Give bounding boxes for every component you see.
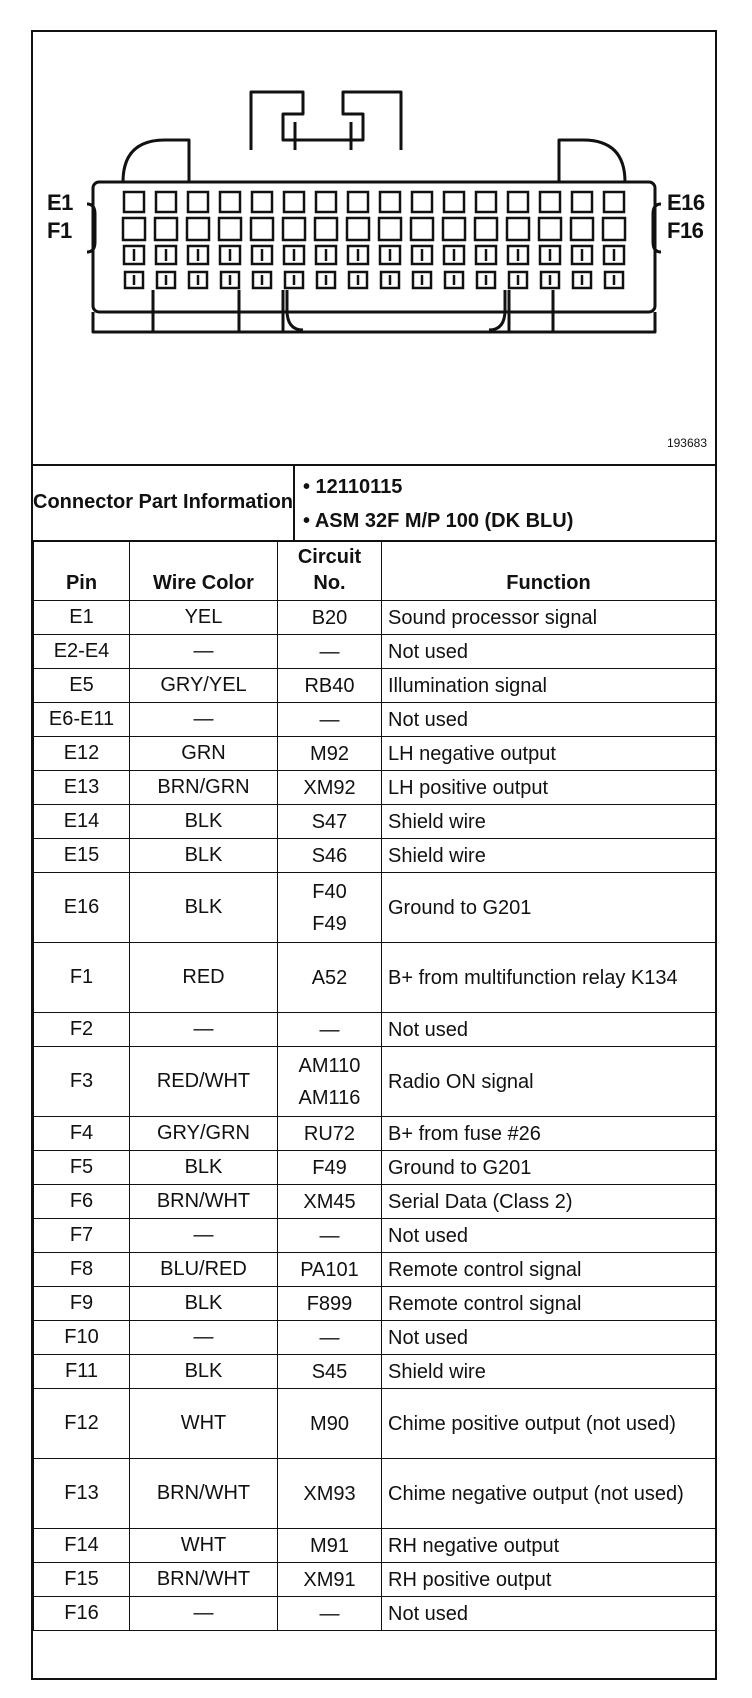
pin-cell: E2-E4 — [34, 635, 130, 669]
pin-cell: E12 — [34, 737, 130, 771]
function-cell: Chime positive output (not used) — [382, 1389, 716, 1459]
pin-cell: F9 — [34, 1287, 130, 1321]
circuit-cell — [278, 1117, 382, 1151]
part-description: • ASM 32F M/P 100 (DK BLU) — [303, 510, 574, 532]
wire-color-cell: WHT — [130, 1529, 278, 1563]
circuit-cell — [278, 1597, 382, 1631]
pin-f — [603, 218, 625, 240]
circuit-number: RB40 — [304, 674, 355, 697]
connector-drawing — [33, 32, 715, 464]
pin-label-e1: E1 — [47, 190, 73, 215]
table-row — [34, 1253, 716, 1287]
pin-f — [219, 218, 241, 240]
header-circuit-no: Circuit No. — [278, 541, 382, 601]
pin-e — [508, 192, 528, 212]
header-pin: Pin — [34, 541, 130, 601]
table-row — [34, 1219, 716, 1253]
function-cell: Ground to G201 — [382, 1151, 716, 1185]
circuit-cell — [278, 1151, 382, 1185]
connector-part-label: Connector Part Information — [33, 464, 295, 540]
pin-e — [348, 192, 368, 212]
pin-e — [284, 192, 304, 212]
circuit-number: XM93 — [303, 1482, 356, 1505]
pin-e — [188, 192, 208, 212]
pin-cell: E6-E11 — [34, 703, 130, 737]
table-row — [34, 737, 716, 771]
function-cell: Shield wire — [382, 805, 716, 839]
wire-color-cell: RED — [130, 943, 278, 1013]
circuit-number: B20 — [311, 606, 348, 629]
table-row — [34, 703, 716, 737]
pin-cell: E13 — [34, 771, 130, 805]
connector-part-values — [303, 470, 573, 538]
table-row — [34, 1287, 716, 1321]
wire-color-cell: BRN/GRN — [130, 771, 278, 805]
table-row — [34, 635, 716, 669]
function-cell: Remote control signal — [382, 1287, 716, 1321]
circuit-cell — [278, 703, 382, 737]
circuit-cell — [278, 1013, 382, 1047]
table-row — [34, 601, 716, 635]
wire-color-cell: BRN/WHT — [130, 1185, 278, 1219]
wire-color-cell: BRN/WHT — [130, 1563, 278, 1597]
header-function: Function — [382, 541, 716, 601]
circuit-number: — — [319, 1602, 340, 1625]
wire-color-cell: — — [130, 1597, 278, 1631]
function-cell: Radio ON signal — [382, 1047, 716, 1117]
figure-id-number: 193683 — [666, 436, 707, 450]
circuit-number: — — [319, 640, 340, 663]
pin-f — [571, 218, 593, 240]
wire-color-cell: BLU/RED — [130, 1253, 278, 1287]
circuit-cell — [278, 1389, 382, 1459]
pin-f — [539, 218, 561, 240]
wire-color-cell: — — [130, 703, 278, 737]
circuit-number: XM45 — [303, 1190, 356, 1213]
pin-e — [252, 192, 272, 212]
pin-f — [475, 218, 497, 240]
table-row — [34, 1013, 716, 1047]
table-row — [34, 873, 716, 943]
table-row — [34, 1185, 716, 1219]
wire-color-cell: BLK — [130, 805, 278, 839]
header-wire-color: Wire Color — [130, 541, 278, 601]
pin-cell: F6 — [34, 1185, 130, 1219]
circuit-cell — [278, 1047, 382, 1117]
pin-f — [315, 218, 337, 240]
pin-cell: F13 — [34, 1459, 130, 1529]
pin-rows — [123, 192, 625, 288]
pin-label-f16: F16 — [667, 218, 704, 243]
circuit-cell — [278, 839, 382, 873]
pin-cell: E1 — [34, 601, 130, 635]
pin-e — [476, 192, 496, 212]
pin-label-e16: E16 — [667, 190, 705, 215]
circuit-cell — [278, 1459, 382, 1529]
circuit-number: F899 — [306, 1292, 353, 1315]
circuit-number: M91 — [310, 1534, 349, 1557]
circuit-cell — [278, 737, 382, 771]
circuit-cell — [278, 635, 382, 669]
pin-cell: F11 — [34, 1355, 130, 1389]
pin-f — [251, 218, 273, 240]
circuit-number: S45 — [311, 1360, 348, 1383]
pin-cell: F12 — [34, 1389, 130, 1459]
function-cell: Illumination signal — [382, 669, 716, 703]
wire-color-cell: YEL — [130, 601, 278, 635]
function-cell: B+ from multifunction relay K134 — [382, 943, 716, 1013]
pin-f — [347, 218, 369, 240]
circuit-cell — [278, 1287, 382, 1321]
pinout-rows — [34, 601, 716, 1631]
circuit-number: F40 — [312, 880, 347, 903]
pin-cell: E16 — [34, 873, 130, 943]
part-number: • 12110115 — [303, 476, 403, 498]
function-cell: Not used — [382, 1321, 716, 1355]
pin-label-f1: F1 — [47, 218, 72, 243]
circuit-number: — — [319, 1326, 340, 1349]
pin-cell: F14 — [34, 1529, 130, 1563]
wire-color-cell: — — [130, 1013, 278, 1047]
connector-part-information — [33, 464, 715, 542]
pin-f — [379, 218, 401, 240]
circuit-cell — [278, 1321, 382, 1355]
table-row — [34, 1117, 716, 1151]
table-row — [34, 1047, 716, 1117]
function-cell: Remote control signal — [382, 1253, 716, 1287]
pin-cell: F4 — [34, 1117, 130, 1151]
circuit-cell — [278, 1355, 382, 1389]
circuit-cell — [278, 1219, 382, 1253]
table-row — [34, 1529, 716, 1563]
wire-color-cell: BLK — [130, 839, 278, 873]
circuit-cell — [278, 1529, 382, 1563]
pin-e — [156, 192, 176, 212]
pin-cell: F15 — [34, 1563, 130, 1597]
table-row — [34, 839, 716, 873]
wire-color-cell: GRN — [130, 737, 278, 771]
circuit-number: AM116 — [298, 1086, 361, 1109]
pin-e — [220, 192, 240, 212]
wire-color-cell: — — [130, 1321, 278, 1355]
circuit-number: PA101 — [300, 1258, 359, 1281]
connector-figure — [33, 32, 715, 466]
pin-f — [507, 218, 529, 240]
pin-e — [412, 192, 432, 212]
table-row — [34, 943, 716, 1013]
circuit-cell — [278, 1185, 382, 1219]
pin-f — [443, 218, 465, 240]
circuit-cell — [278, 1253, 382, 1287]
circuit-number: — — [319, 1224, 340, 1247]
circuit-number: S47 — [311, 810, 348, 833]
function-cell: Serial Data (Class 2) — [382, 1185, 716, 1219]
table-row — [34, 1355, 716, 1389]
function-cell: Ground to G201 — [382, 873, 716, 943]
circuit-number: M92 — [310, 742, 349, 765]
pin-e — [380, 192, 400, 212]
pin-f — [123, 218, 145, 240]
circuit-number: RU72 — [303, 1122, 356, 1145]
pin-f — [187, 218, 209, 240]
table-row — [34, 805, 716, 839]
circuit-cell — [278, 805, 382, 839]
circuit-number: XM91 — [303, 1568, 356, 1591]
pinout-table — [33, 540, 716, 1631]
wire-color-cell: BLK — [130, 1151, 278, 1185]
table-row — [34, 1563, 716, 1597]
table-row — [34, 1151, 716, 1185]
table-row — [34, 1459, 716, 1529]
wire-color-cell: GRY/YEL — [130, 669, 278, 703]
pin-f — [283, 218, 305, 240]
function-cell: Chime negative output (not used) — [382, 1459, 716, 1529]
function-cell: Not used — [382, 1013, 716, 1047]
wire-color-cell: — — [130, 1219, 278, 1253]
function-cell: LH positive output — [382, 771, 716, 805]
wire-color-cell: BLK — [130, 1355, 278, 1389]
wire-color-cell: BRN/WHT — [130, 1459, 278, 1529]
pin-cell: F8 — [34, 1253, 130, 1287]
pin-e — [572, 192, 592, 212]
pin-e — [604, 192, 624, 212]
circuit-cell — [278, 669, 382, 703]
table-row — [34, 1597, 716, 1631]
pin-e — [316, 192, 336, 212]
circuit-number: — — [319, 1018, 340, 1041]
pin-f — [411, 218, 433, 240]
function-cell: Not used — [382, 1219, 716, 1253]
circuit-number: F49 — [312, 912, 347, 935]
pin-cell: E5 — [34, 669, 130, 703]
wire-color-cell: BLK — [130, 873, 278, 943]
pin-cell: E15 — [34, 839, 130, 873]
function-cell: Not used — [382, 1597, 716, 1631]
wire-color-cell: RED/WHT — [130, 1047, 278, 1117]
pin-cell: F16 — [34, 1597, 130, 1631]
pin-cell: F3 — [34, 1047, 130, 1117]
function-cell: Shield wire — [382, 839, 716, 873]
connector-sheet — [31, 30, 717, 1680]
function-cell: Not used — [382, 703, 716, 737]
pin-e — [540, 192, 560, 212]
circuit-cell — [278, 771, 382, 805]
function-cell: LH negative output — [382, 737, 716, 771]
circuit-cell — [278, 873, 382, 943]
function-cell: Sound processor signal — [382, 601, 716, 635]
circuit-number: F49 — [312, 1156, 347, 1179]
pin-cell: F1 — [34, 943, 130, 1013]
circuit-cell — [278, 943, 382, 1013]
circuit-number: — — [319, 708, 340, 731]
wire-color-cell: — — [130, 635, 278, 669]
circuit-cell — [278, 1563, 382, 1597]
pin-e — [124, 192, 144, 212]
circuit-number: AM110 — [298, 1054, 361, 1077]
pin-cell: F2 — [34, 1013, 130, 1047]
circuit-cell — [278, 601, 382, 635]
wire-color-cell: GRY/GRN — [130, 1117, 278, 1151]
pin-f — [155, 218, 177, 240]
circuit-number: XM92 — [303, 776, 356, 799]
pin-cell: F7 — [34, 1219, 130, 1253]
table-row — [34, 1389, 716, 1459]
table-row — [34, 669, 716, 703]
function-cell: Not used — [382, 635, 716, 669]
circuit-number: M90 — [310, 1412, 349, 1435]
circuit-number: A52 — [311, 966, 348, 989]
wire-color-cell: BLK — [130, 1287, 278, 1321]
table-row — [34, 771, 716, 805]
function-cell: RH positive output — [382, 1563, 716, 1597]
pin-cell: E14 — [34, 805, 130, 839]
function-cell: B+ from fuse #26 — [382, 1117, 716, 1151]
function-cell: Shield wire — [382, 1355, 716, 1389]
pin-e — [444, 192, 464, 212]
table-row — [34, 1321, 716, 1355]
circuit-number: S46 — [311, 844, 348, 867]
function-cell: RH negative output — [382, 1529, 716, 1563]
pin-cell: F5 — [34, 1151, 130, 1185]
wire-color-cell: WHT — [130, 1389, 278, 1459]
pin-cell: F10 — [34, 1321, 130, 1355]
